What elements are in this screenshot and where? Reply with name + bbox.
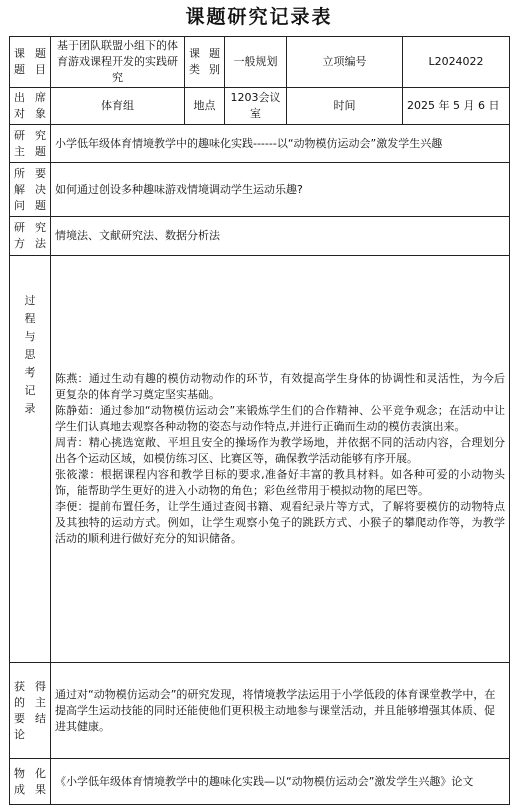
label-research-theme: 研究主题	[10, 125, 51, 163]
problem-value: 如何通过创设多种趣味游戏情境调动学生运动乐趣?	[51, 163, 510, 217]
label-project-no: 立项编号	[287, 37, 403, 88]
label-category: 课题类别	[185, 37, 225, 88]
label-outcome: 物化成果	[10, 759, 51, 805]
process-paragraph: 李便：提前布置任务，让学生通过查阅书籍、观看纪录片等方式，了解将要模仿的动物特点及其独特的运动方式。例如，让学生观察小兔子的跳跃方式、小猴子的攀爬动作等，为教学活动的顺利进行做好充分的知识储备。	[55, 500, 505, 545]
label-process-char: 记	[24, 384, 36, 397]
label-process-char: 思	[24, 348, 36, 361]
time-value: 2025 年 5 月 6 日	[403, 88, 510, 125]
row-method	[10, 217, 510, 256]
label-attendees: 出席对象	[10, 88, 51, 125]
process-paragraph: 陈燕：通过生动有趣的模仿动物动作的环节，有效提高学生身体的协调性和灵活性，为今后更复杂的体育学习奠定坚实基础。	[55, 372, 505, 401]
label-place: 地点	[185, 88, 225, 125]
row-conclusion	[10, 663, 510, 759]
process-paragraph: 陈静茹：通过参加“动物模仿运动会”来锻炼学生们的合作精神、公平竞争观念；在活动中让学生们认真地去观察各种动物的姿态与动作特点,并进行正确而生动的模仿表演出来。	[55, 404, 505, 433]
topic-value: 基于团队联盟小组下的体育游戏课程开发的实践研究	[51, 37, 185, 88]
row-attendees	[10, 88, 510, 125]
label-problem: 所要解决问题	[10, 163, 51, 217]
label-process-char: 程	[24, 312, 36, 325]
research-theme-value: 小学低年级体育情境教学中的趣味化实践------以“动物模仿运动会”激发学生兴趣	[51, 125, 510, 163]
conclusion-value: 通过对“动物模仿运动会”的研究发现，将情境教学法运用于小学低段的体育课堂教学中，在提高学生运动技能的同时还能使他们更积极主动地参与课堂活动，并且能够增强其体质、促进其健康。	[51, 663, 510, 759]
label-process-char: 与	[24, 330, 36, 343]
row-outcome	[10, 759, 510, 805]
process-paragraph: 周青：精心挑选宽敞、平坦且安全的操场作为教学场地，并依据不同的活动内容，合理划分出各个运动区域，如模仿练习区、比赛区等，确保教学活动能够有序开展。	[55, 436, 505, 465]
method-value: 情境法、文献研究法、数据分析法	[51, 217, 510, 256]
row-process	[10, 256, 510, 663]
label-topic: 课题题目	[10, 37, 51, 88]
label-process-char: 过	[24, 294, 36, 307]
row-problem	[10, 163, 510, 217]
project-no-value: L2024022	[403, 37, 510, 88]
label-time: 时间	[287, 88, 403, 125]
place-value: 1203会议室	[225, 88, 287, 125]
attendees-value: 体育组	[51, 88, 185, 125]
outcome-value: 《小学低年级体育情境教学中的趣味化实践—以“动物模仿运动会”激发学生兴趣》论文	[51, 759, 510, 805]
category-value: 一般规划	[225, 37, 287, 88]
row-research-theme	[10, 125, 510, 163]
label-process	[10, 256, 51, 663]
process-paragraph: 张筱濛：根据课程内容和教学目标的要求,准备好丰富的教具材料。如各种可爱的小动物头饰，能帮助学生更好的进入小动物的角色；彩色丝带用于模拟动物的尾巴等。	[55, 468, 505, 497]
page-title: 课题研究记录表	[185, 6, 333, 28]
label-process-char: 录	[24, 402, 36, 415]
label-conclusion: 获得的主要结论	[10, 663, 51, 759]
label-method: 研究方法	[10, 217, 51, 256]
research-record-table	[9, 36, 510, 805]
process-content	[51, 256, 510, 663]
label-process-char: 考	[24, 366, 36, 379]
row-topic	[10, 37, 510, 88]
